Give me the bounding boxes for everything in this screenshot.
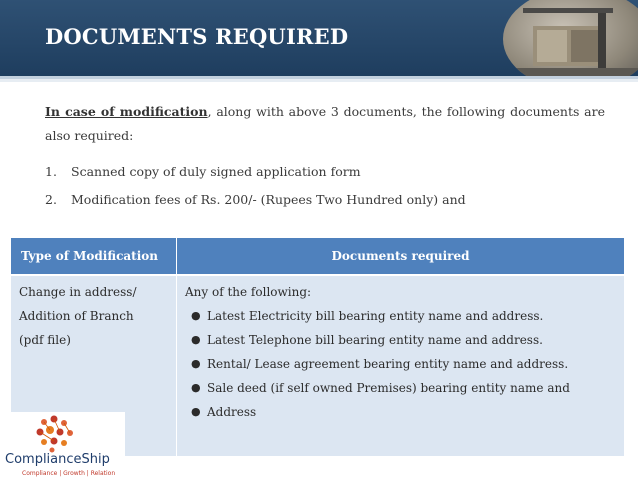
container-crane-photo [503, 0, 638, 78]
bullet-text: Address [207, 405, 257, 419]
page-title: DOCUMENTS REQUIRED [45, 24, 349, 49]
numbered-list [45, 158, 605, 214]
list-number: 1. [45, 164, 57, 179]
column-header-type: Type of Modification [11, 238, 177, 275]
bullet-text: Sale deed (if self owned Premises) bearing entity name and [207, 381, 570, 395]
bullet-text: Latest Telephone bill bearing entity name and address. [207, 333, 543, 347]
logo-tagline: Compliance | Growth | Relation [22, 470, 116, 477]
bullet-text: Rental/ Lease agreement bearing entity name and address. [207, 357, 569, 371]
bullet-text: Latest Electricity bill bearing entity name and address. [207, 309, 544, 323]
type-line: Change in address/ [19, 285, 137, 299]
bullet-icon: ● [191, 357, 201, 370]
list-text: Modification fees of Rs. 200/- (Rupees Two Hundred only) and [71, 192, 466, 207]
list-item [185, 376, 616, 400]
bullet-icon: ● [191, 405, 201, 418]
documents-cell [177, 275, 625, 456]
header-divider-light [0, 79, 638, 82]
bullet-icon: ● [191, 309, 201, 322]
company-logo [0, 412, 125, 479]
list-number: 2. [45, 192, 57, 207]
list-item [185, 352, 616, 376]
network-dots-icon [32, 414, 78, 454]
bullet-icon: ● [191, 381, 201, 394]
intro-text: , along with above 3 documents, the following documents are also required: [45, 104, 605, 143]
list-text: Scanned copy of duly signed application form [71, 164, 361, 179]
list-item [185, 304, 616, 328]
documents-intro: Any of the following: [185, 285, 312, 299]
intro-paragraph [45, 100, 605, 148]
intro-lead: In case of modification [45, 104, 208, 119]
list-item [45, 158, 605, 186]
type-line: Addition of Branch [19, 309, 134, 323]
column-header-documents: Documents required [177, 238, 625, 275]
slide-header [0, 0, 638, 78]
table-header-row [11, 238, 625, 275]
list-item [185, 328, 616, 352]
bullet-icon: ● [191, 333, 201, 346]
list-item [185, 400, 616, 424]
documents-bullet-list [185, 304, 616, 424]
logo-name: ComplianceShip [5, 452, 110, 467]
list-item [45, 186, 605, 214]
type-line: (pdf file) [19, 333, 71, 347]
